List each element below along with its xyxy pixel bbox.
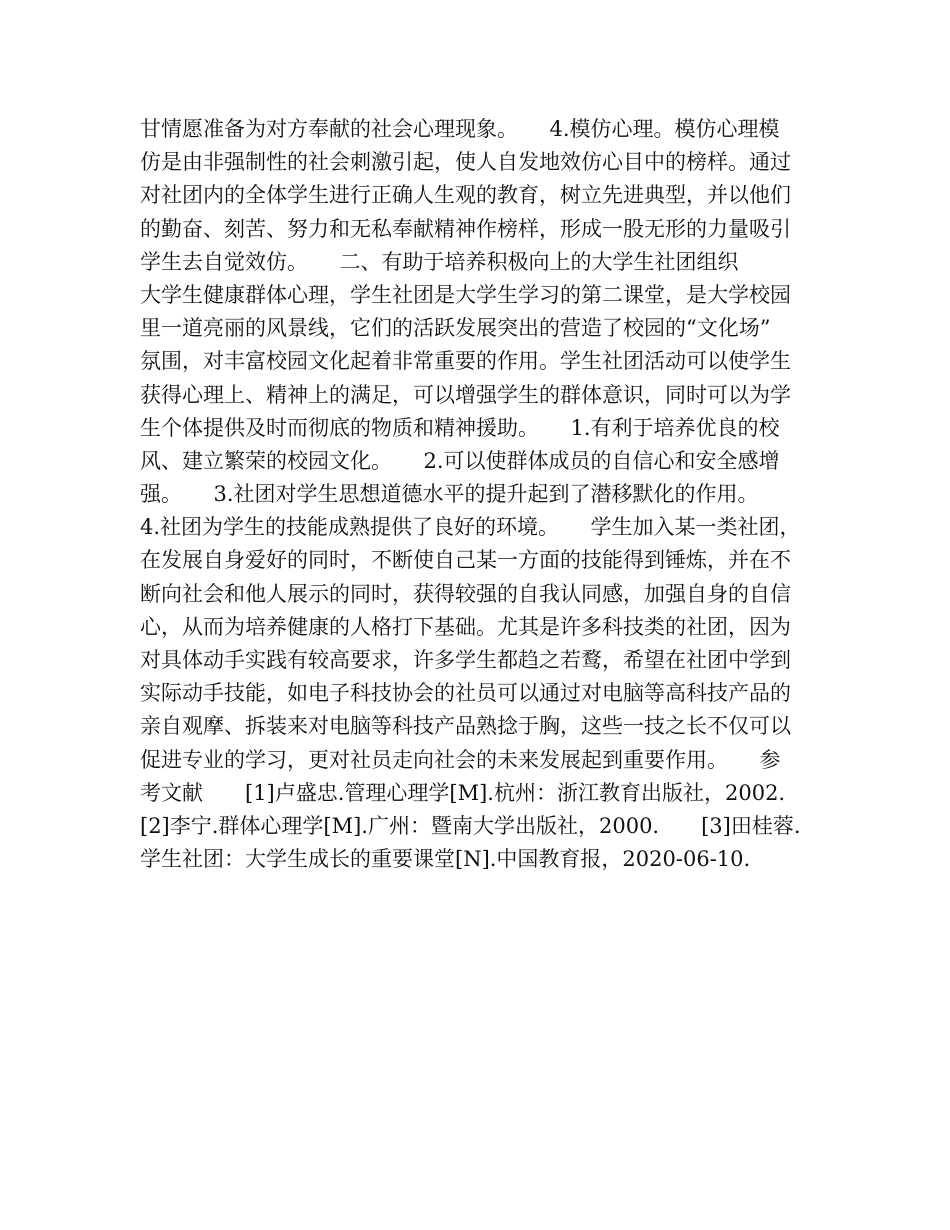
text-line: 学生去自觉效仿。 二、有助于培养积极向上的大学生社团组织: [140, 249, 739, 274]
text-line: 心，从而为培养健康的人格打下基础。尤其是许多科技类的社团，因为: [140, 614, 791, 639]
text-line: 强。 3.社团对学生思想道德水平的提升起到了潜移默化的作用。: [140, 482, 759, 507]
text-line: [2]李宁.群体心理学[M].广州：暨南大学出版社，2000. [3]田桂蓉.: [140, 813, 801, 838]
text-line: 甘情愿准备为对方奉献的社会心理现象。 4.模仿心理。模仿心理模: [140, 117, 780, 141]
text-line: 4.社团为学生的技能成熟提供了良好的环境。 学生加入某一类社团，: [140, 515, 801, 540]
text-line: 促进专业的学习，更对社员走向社会的未来发展起到重要作用。 参: [140, 747, 781, 772]
text-line: 里一道亮丽的风景线，它们的活跃发展突出的营造了校园的“文化场”: [140, 316, 771, 341]
text-line: 的勤奋、刻苦、努力和无私奉献精神作榜样，形成一股无形的力量吸引: [140, 216, 791, 241]
text-line: 实际动手技能，如电子科技协会的社员可以通过对电脑等高科技产品的: [140, 681, 791, 706]
text-line: 获得心理上、精神上的满足，可以增强学生的群体意识，同时可以为学: [140, 382, 791, 407]
text-line: 断向社会和他人展示的同时，获得较强的自我认同感，加强自身的自信: [140, 581, 791, 606]
text-line: 生个体提供及时而彻底的物质和精神援助。 1.有利于培养优良的校: [140, 415, 780, 440]
text-line: 大学生健康群体心理，学生社团是大学生学习的第二课堂，是大学校园: [140, 282, 791, 307]
text-line: 亲自观摩、拆装来对电脑等科技产品熟捻于胸，这些一技之长不仅可以: [140, 714, 791, 739]
text-line: 氛围，对丰富校园文化起着非常重要的作用。学生社团活动可以使学生: [140, 349, 791, 374]
body-text: [140, 113, 830, 876]
text-line: 考文献 [1]卢盛忠.管理心理学[M].杭州：浙江教育出版社，2002.: [140, 780, 786, 805]
text-line: 学生社团：大学生成长的重要课堂[N].中国教育报，2020-06-10.: [140, 847, 751, 872]
text-line: 在发展自身爱好的同时，不断使自己某一方面的技能得到锤炼，并在不: [140, 548, 791, 573]
text-line: 对具体动手实践有较高要求，许多学生都趋之若鹜，希望在社团中学到: [140, 648, 791, 672]
text-line: 仿是由非强制性的社会刺激引起，使人自发地效仿心目中的榜样。通过: [140, 150, 791, 175]
text-line: 风、建立繁荣的校园文化。 2.可以使群体成员的自信心和安全感增: [140, 448, 780, 473]
text-line: 对社团内的全体学生进行正确人生观的教育，树立先进典型，并以他们: [140, 183, 791, 208]
